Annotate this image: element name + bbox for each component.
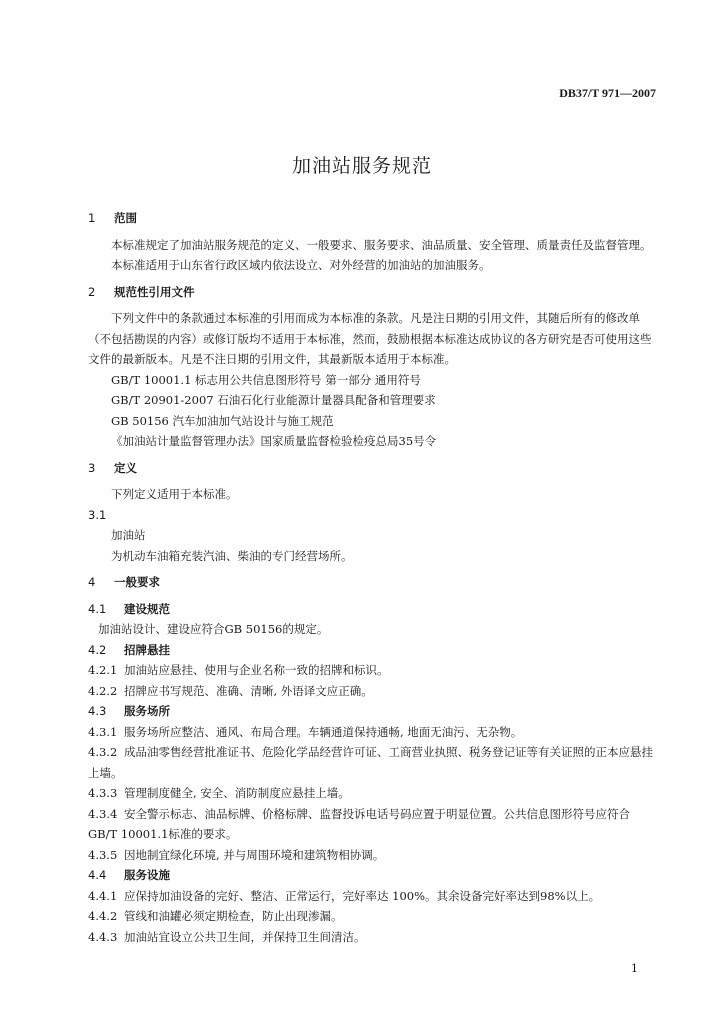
subsection-heading — [88, 701, 656, 722]
subsection-heading — [88, 865, 656, 886]
clause — [88, 906, 656, 927]
document-body — [88, 208, 656, 947]
section-heading — [88, 282, 656, 303]
paragraph: 本标准规定了加油站服务规范的定义、一般要求、服务要求、油品质量、安全管理、质量责任及监督管理。 — [111, 237, 652, 252]
clause-text: 加油站宜设立公共卫生间，并保持卫生间清洁。 — [124, 929, 366, 944]
subsection-number: 4.2 — [88, 642, 107, 657]
subsection-number: 4.3 — [88, 704, 107, 718]
subsection-title: 服务设施 — [124, 868, 170, 882]
clause-number: 4.3.5 — [88, 847, 118, 862]
clause-number: 4.4.2 — [88, 909, 118, 923]
clause — [88, 742, 656, 783]
reference-item: GB/T 20901-2007 石油石化行业能源计量器具配备和管理要求 — [111, 393, 436, 407]
paragraph: 加油站设计、建设应符合GB 50156的规定。 — [98, 622, 329, 636]
clause-text: 服务场所应整洁、通风、布局合理。车辆通道保持通畅, 地面无油污、无杂物。 — [124, 724, 523, 739]
reference-item: 《加油站计量监督管理办法》国家质量监督检验检疫总局35号令 — [111, 434, 437, 448]
subsection-title: 招牌悬挂 — [124, 642, 170, 657]
clause-number: 4.3.4 — [88, 806, 118, 821]
subsection-title: 建设规范 — [124, 601, 170, 616]
section-heading — [88, 208, 656, 229]
clause — [88, 660, 656, 681]
subsection-heading — [88, 640, 656, 661]
term: 加油站 — [111, 528, 146, 542]
clause — [88, 681, 656, 702]
section-number: 3 — [88, 460, 96, 475]
clause-text: 因地制宜绿化环境, 并与周围环境和建筑物相协调。 — [124, 847, 385, 862]
paragraph: 下列文件中的条款通过本标准的引用而成为本标准的条款。凡是注日期的引用文件，其随后所有的修改单（不包括勘误的内容）或修订版均不适用于本标准，然而，鼓励根据本标准达成协议的各方研究是否可使用这些文件的最新版本。凡是不注日期的引用文件，其最新版本适用于本标准。 — [88, 311, 652, 366]
section-title: 规范性引用文件 — [114, 284, 195, 299]
subsection-title: 服务场所 — [124, 704, 170, 718]
subsection-number: 4.1 — [88, 601, 107, 616]
clause — [88, 804, 656, 845]
clause-text: 成品油零售经营批准证书、危险化学品经营许可证、工商营业执照、税务登记证等有关证照的正本应悬挂上墙。 — [88, 745, 653, 780]
reference-item: GB/T 10001.1 标志用公共信息图形符号 第一部分 通用符号 — [111, 372, 421, 387]
clause-number: 4.3.3 — [88, 786, 118, 800]
clause-text: 应保持加油设备的完好、整洁、正常运行，完好率达 100%。其余设备完好率达到98%以上。 — [124, 888, 601, 903]
clause-number: 4.3.1 — [88, 724, 118, 739]
section-number: 1 — [88, 211, 96, 225]
clause-text: 管理制度健全, 安全、消防制度应悬挂上墙。 — [124, 786, 350, 800]
standard-number: DB37/T 971—2007 — [559, 86, 656, 100]
page-number: 1 — [631, 962, 638, 975]
section-number: 2 — [88, 284, 96, 299]
definition: 为机动车油箱充装汽油、柴油的专门经营场所。 — [111, 548, 353, 563]
section-title: 定义 — [114, 460, 137, 475]
clause — [88, 783, 656, 804]
clause-number: 4.4.3 — [88, 929, 118, 944]
subsection-number: 3.1 — [88, 507, 107, 522]
clause — [88, 845, 656, 866]
section-heading — [88, 458, 656, 479]
section-number: 4 — [88, 575, 96, 589]
document-title: 加油站服务规范 — [291, 155, 432, 177]
paragraph: 本标准适用于山东省行政区域内依法设立、对外经营的加油站的加油服务。 — [111, 258, 491, 272]
section-title: 一般要求 — [114, 575, 160, 589]
clause-number: 4.2.1 — [88, 663, 118, 677]
section-title: 范围 — [114, 211, 137, 225]
clause-text: 招牌应书写规范、准确、清晰, 外语译文应正确。 — [124, 683, 373, 698]
section-heading — [88, 572, 656, 593]
clause-text: 管线和油罐必须定期检查，防止出现渗漏。 — [124, 909, 343, 923]
clause-number: 4.4.1 — [88, 888, 118, 903]
reference-item: GB 50156 汽车加油加气站设计与施工规范 — [111, 413, 334, 428]
paragraph: 下列定义适用于本标准。 — [111, 487, 238, 501]
clause — [88, 927, 656, 948]
clause-text: 安全警示标志、油品标牌、价格标牌、监督投诉电话号码应置于明显位置。公共信息图形符号应符合GB/T 10001.1标准的要求。 — [88, 806, 630, 841]
clause-number: 4.2.2 — [88, 683, 118, 698]
clause-number: 4.3.2 — [88, 745, 118, 759]
clause — [88, 722, 656, 743]
clause-text: 加油站应悬挂、使用与企业名称一致的招牌和标识。 — [124, 663, 389, 677]
clause — [88, 886, 656, 907]
subsection-heading — [88, 599, 656, 620]
subsection-number: 4.4 — [88, 868, 107, 882]
